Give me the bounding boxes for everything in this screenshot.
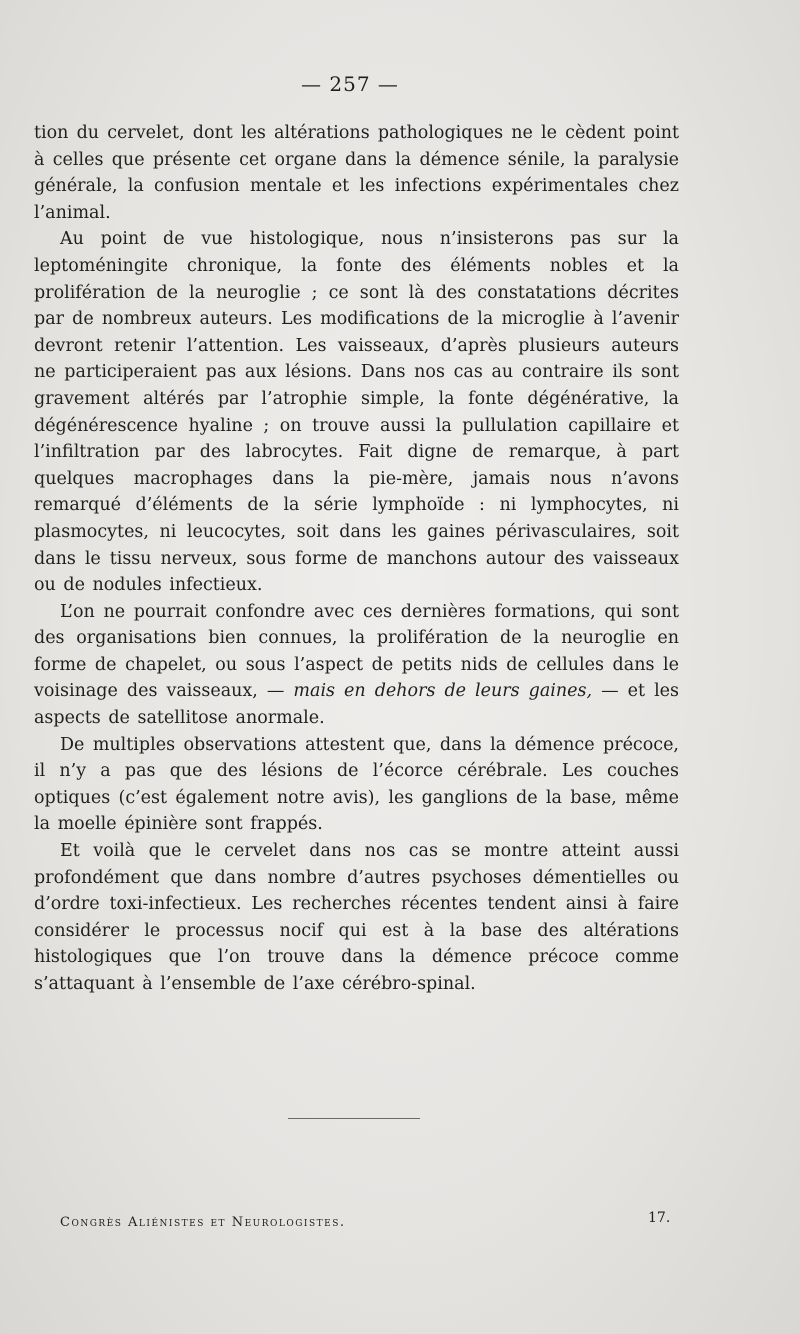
- footer-signature-number: 17.: [648, 1210, 671, 1226]
- footer-signature-title: Congrès Aliénistes et Neurologistes.: [60, 1215, 346, 1230]
- section-divider: [288, 1118, 420, 1119]
- paragraph-3-part-a: L’on ne pourrait confondre avec ces dernières formations, qui sont des organisations bien connues, la prolifération de la neuroglie en forme de chapelet, ou sous l’aspect de petits nids de cellules dans le voisinage des vaisseaux, —: [34, 601, 679, 702]
- paragraph-1: tion du cervelet, dont les altérations pathologiques ne le cèdent point à celles que présente cet organe dans la démence sénile, la paralysie générale, la confusion mentale et les infections expérimentales chez l’animal.: [34, 123, 679, 223]
- paragraph-4: De multiples observations attestent que, dans la démence précoce, il n’y a pas que des lésions de l’écorce cérébrale. Les couches optiques (c’est également notre avis), les ganglions de la base, même la moelle épinière sont frappés.: [34, 734, 679, 835]
- paragraph-3: [34, 599, 679, 732]
- paragraph-3-part-b: — et les aspects de satellitose anormale.: [34, 681, 680, 729]
- body-text: [34, 120, 679, 998]
- paragraph-5: Et voilà que le cervelet dans nos cas se montre atteint aussi profondément que dans nombre d’autres psychoses démentielles ou d’ordre toxi-infectieux. Les recherches récentes tendent ainsi à faire considérer le processus nocif qui est à la base des altérations histologiques que l’on trouve dans la démence précoce comme s’attaquant à l’ensemble de l’axe cérébro-spinal.: [34, 841, 679, 994]
- paragraph-2: Au point de vue histologique, nous n’insisterons pas sur la leptoméningite chronique, la fonte des éléments nobles et la prolifération de la neuroglie ; ce sont là des constatations décrites par de nombreux auteurs. Les modifications de la microglie à l’avenir devront retenir l’attention. Les vaisseaux, d’après plusieurs auteurs ne participeraient pas aux lésions. Dans nos cas au contraire ils sont gravement altérés par l’atrophie simple, la fonte dégénérative, la dégénérescence hyaline ; on trouve aussi la pullulation capillaire et l’infiltration par des labrocytes. Fait digne de remarque, à part quelques macrophages dans la pie-mère, jamais nous n’avons remarqué d’éléments de la série lymphoïde : ni lymphocytes, ni plasmocytes, ni leucocytes, soit dans les gaines périvasculaires, soit dans le tissu nerveux, sous forme de manchons autour des vaisseaux ou de nodules infectieux.: [34, 229, 679, 596]
- paragraph-3-italic: mais en dehors de leurs gaines,: [293, 681, 593, 702]
- page-number: — 257 —: [301, 72, 399, 96]
